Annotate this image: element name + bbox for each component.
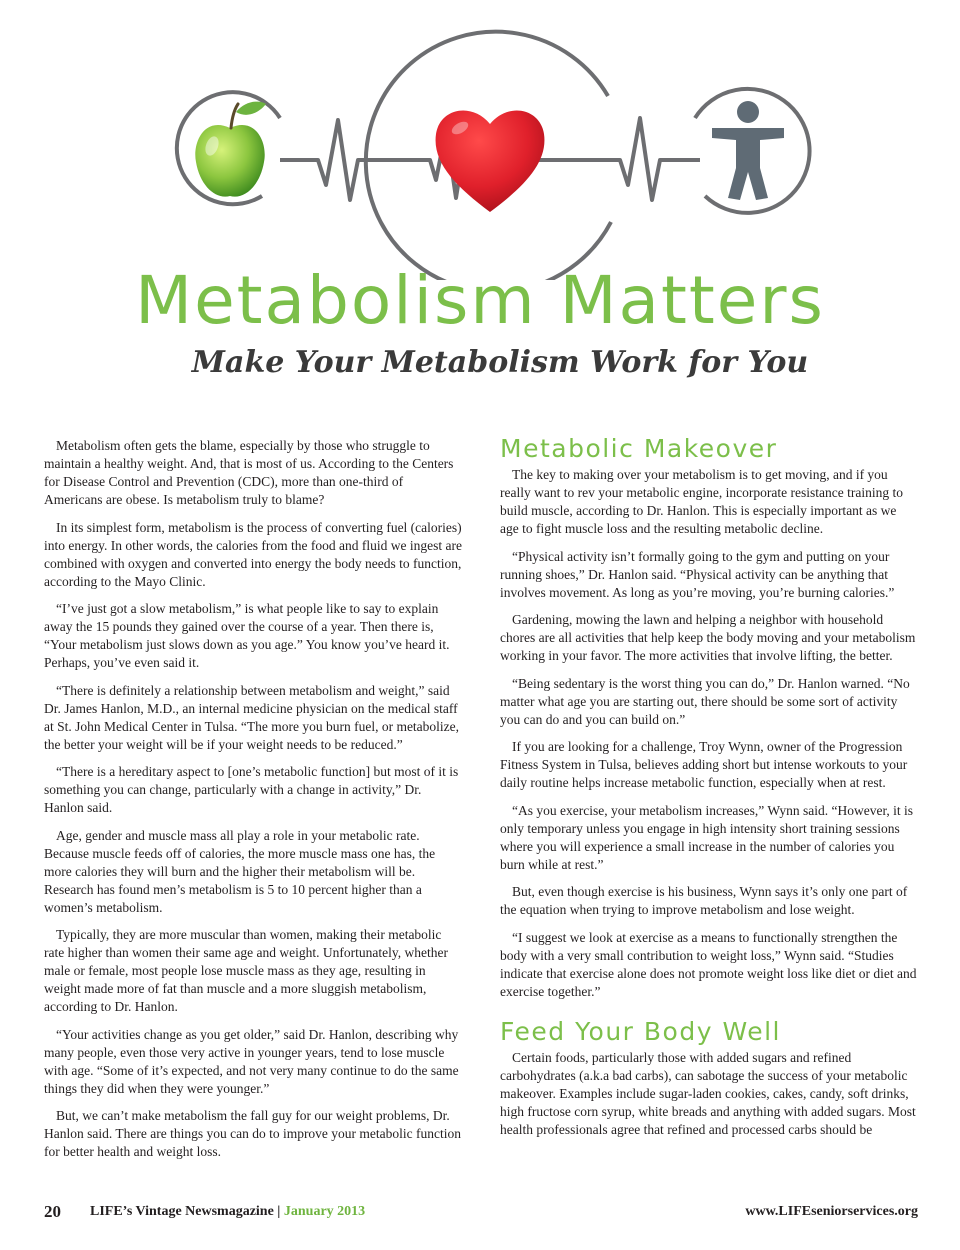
section-heading-metabolic-makeover: Metabolic Makeover (500, 434, 778, 463)
paragraph: The key to making over your metabolism is to get moving, and if you really want to rev your metabolic engine, incorporate resistance training to build muscle, according to Dr. Hanlon. This is especially important as we age to fight muscle loss and the resulting metabolic decline. (500, 467, 903, 536)
right-column (500, 434, 918, 1148)
publication-name (90, 1204, 365, 1220)
website-link[interactable]: www.LIFEseniorservices.org (745, 1204, 918, 1219)
paragraph: Metabolism often gets the blame, especially by those who struggle to maintain a healthy weight. And, that is most of us. According to the Centers for Disease Control and Prevention (CDC), more than one-third of Americans are obese. Is metabolism truly to blame? (44, 438, 454, 507)
paragraph: In its simplest form, metabolism is the process of converting fuel (calories) into energy. In other words, the calories from the food and fluid we ingest are combined with oxygen and converted into energy the body needs to function, according to the Mayo Clinic. (44, 519, 462, 589)
page-number: 20 (44, 1202, 61, 1221)
paragraph: Typically, they are more muscular than women, making their metabolic rate higher than women their same age and weight. Unfortunately, whether male or female, most people lose muscle mass as they age, resulting in weight made more of fat than muscle and a more sluggish metabolism, according to Dr. Hanlon. (44, 927, 448, 1014)
paragraph: But, even though exercise is his business, Wynn says it’s only one part of the equation when trying to improve metabolism and lose weight. (500, 884, 908, 917)
section-heading-feed-your-body: Feed Your Body Well (500, 1016, 781, 1046)
paragraph: “There is a hereditary aspect to [one’s metabolic function] but most of it is something you can change, particularly with a change in activity,” Dr. Hanlon said. (44, 764, 459, 815)
left-column (44, 437, 462, 1171)
paragraph: “I suggest we look at exercise as a means to functionally strengthen the body with a very small contribution to weight loss,” Wynn said. “Studies indicate that exercise alone does not promote weight loss like diet or diet and exercise together.” (500, 929, 917, 999)
issue-date: January 2013 (283, 1204, 366, 1219)
paragraph: Certain foods, particularly those with added sugars and refined carbohydrates (a.k.a bad carbs), can sabotage the success of your metabolic makeover. Examples include sugar-laden cookies, cakes, candy, soft drinks, high fructose corn syrup, white breads and anything with added sugars. Most health professionals agree that refined and processed carbs should be (500, 1049, 916, 1137)
paragraph: Age, gender and muscle mass all play a role in your metabolic rate. Because muscle feeds off of calories, the more muscle mass one has, the more calories they will burn and the higher their metabolism will be. Research has found men’s metabolism is 5 to 10 percent higher than a women’s metabolism. (44, 827, 436, 915)
heart-icon (436, 111, 545, 212)
page-title: Metabolism Matters (135, 262, 825, 339)
apple-icon (195, 102, 266, 197)
paragraph: If you are looking for a challenge, Troy Wynn, owner of the Progression Fitness System in Tulsa, believes adding short but intense workouts to your daily routine helps increase metabolic function, especially when at rest. (500, 739, 908, 790)
paragraph: “As you exercise, your metabolism increases,” Wynn said. “However, it is only temporary unless you engage in high intensity short training sessions where you will experience a small increase in the number of calories you burn while at rest.” (500, 802, 914, 872)
hero-illustration (0, 0, 960, 280)
paragraph: Gardening, mowing the lawn and helping a neighbor with household chores are all activities that help keep the body moving and your metabolism working in your favor. The more activities that involve lifting, the better. (500, 612, 916, 663)
page-subtitle: Make Your Metabolism Work for You (191, 345, 809, 380)
paragraph: “Being sedentary is the worst thing you can do,” Dr. Hanlon warned. “No matter what age you are starting out, there should be some sort of activity you can do and you can build on.” (500, 675, 910, 727)
paragraph: “I’ve just got a slow metabolism,” is what people like to say to explain away the 15 pounds they gained over the course of a year. Then there is, “Your metabolism just slows down as you age.” You know you’ve heard it. Perhaps, you’ve even said it. (44, 601, 450, 670)
publication-title: LIFE’s Vintage Newsmagazine | (90, 1204, 281, 1219)
paragraph: “Your activities change as you get older,” said Dr. Hanlon, describing why many people, even those very active in younger years, tend to lose muscle with age. “Some of it’s expected, and not very many continue to do the same things they did when they were younger.” (44, 1026, 459, 1096)
person-icon (712, 101, 784, 200)
paragraph: “Physical activity isn’t formally going to the gym and putting on your running shoes,” Dr. Hanlon said. “Physical activity can be anything that involves movement. As long as you’re moving, you’re burning calories.” (500, 548, 895, 600)
page-footer (44, 1202, 918, 1224)
paragraph: “There is definitely a relationship between metabolism and weight,” said Dr. James Hanlon, M.D., an internal medicine physician on the medical staff at St. John Medical Center in Tulsa. “The more you burn fuel, or metabolize, the better your weight will be if your weight needs to be reduced.” (44, 682, 460, 752)
paragraph: But, we can’t make metabolism the fall guy for our weight problems, Dr. Hanlon said. There are things you can do to improve your metabolic function for better health and weight loss. (44, 1108, 462, 1159)
